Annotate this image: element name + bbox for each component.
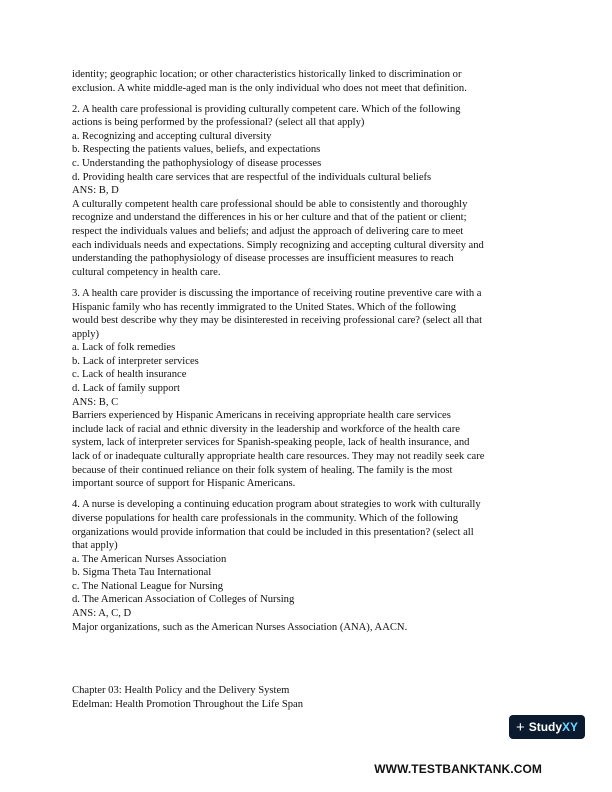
question-2 bbox=[72, 103, 542, 280]
option: b. Sigma Theta Tau International bbox=[72, 567, 212, 579]
rationale-line: because of their continued reliance on their folk system of healing. The family is the most bbox=[72, 464, 453, 476]
option: d. Providing health care services that are respectful of the individuals cultural beliefs bbox=[72, 171, 432, 183]
rationale-line: important source of support for Hispanic Americans. bbox=[72, 478, 296, 490]
option: d. The American Association of Colleges of Nursing bbox=[72, 594, 295, 606]
rationale-line: respect the individuals values and beliefs; and adjust the approach of delivering care to meet bbox=[72, 226, 464, 238]
site-url[interactable]: WWW.TESTBANKTANK.COM bbox=[374, 762, 542, 776]
rationale-line: Major organizations, such as the American Nurses Association (ANA), AACN. bbox=[72, 621, 408, 633]
question-stem: diverse populations for health care professionals in the community. Which of the following bbox=[72, 512, 458, 524]
question-stem: 2. A health care professional is providing culturally competent care. Which of the following bbox=[72, 103, 461, 115]
rationale-line: cultural competency in health care. bbox=[72, 266, 221, 278]
rationale-line: Barriers experienced by Hispanic Americans in receiving appropriate health care services bbox=[72, 410, 451, 422]
answer: ANS: B, C bbox=[72, 396, 119, 408]
question-stem: 4. A nurse is developing a continuing education program about strategies to work with culturally bbox=[72, 499, 481, 511]
question-stem: would best describe why they may be disinterested in receiving professional care? (select all that bbox=[72, 315, 483, 327]
option: c. The National League for Nursing bbox=[72, 580, 224, 592]
brand-name: Study bbox=[528, 720, 563, 734]
rationale-line: A culturally competent health care professional should be able to consistently and thoroughly bbox=[72, 198, 468, 210]
question-4 bbox=[72, 498, 542, 634]
text-line: identity; geographic location; or other characteristics historically linked to discrimination or bbox=[72, 69, 462, 80]
question-stem: organizations would provide information that could be included in this presentation? (select all bbox=[72, 526, 474, 538]
question-3 bbox=[72, 287, 542, 491]
studyxy-badge[interactable] bbox=[509, 715, 585, 739]
answer: ANS: B, D bbox=[72, 185, 119, 197]
text-line: exclusion. A white middle-aged man is the only individual who does not meet that definition. bbox=[72, 82, 467, 94]
rationale-line: each individuals needs and expectations. Simply recognizing and accepting cultural diversity and bbox=[72, 239, 484, 251]
chapter-footer bbox=[72, 684, 542, 711]
option: a. Lack of folk remedies bbox=[72, 342, 176, 354]
option: d. Lack of family support bbox=[72, 383, 180, 395]
option: a. The American Nurses Association bbox=[72, 553, 227, 565]
option: c. Lack of health insurance bbox=[72, 369, 187, 381]
option: b. Respecting the patients values, beliefs, and expectations bbox=[72, 144, 321, 156]
question-stem: that apply) bbox=[72, 540, 118, 552]
question-stem: Hispanic family who has recently immigrated to the United States. Which of the following bbox=[72, 301, 457, 313]
option: c. Understanding the pathophysiology of disease processes bbox=[72, 158, 322, 170]
option: a. Recognizing and accepting cultural diversity bbox=[72, 130, 272, 142]
answer: ANS: A, C, D bbox=[72, 608, 132, 620]
book-title: Edelman: Health Promotion Throughout the Life Span bbox=[72, 698, 304, 710]
rationale-line: understanding the pathophysiology of disease processes are insufficient measures to reach bbox=[72, 253, 454, 265]
rationale-line: system, lack of interpreter services for Spanish-speaking people, lack of health insurance, and bbox=[72, 437, 470, 449]
plus-icon: + bbox=[515, 718, 525, 736]
question-stem: apply) bbox=[72, 328, 100, 340]
intro-paragraph bbox=[72, 68, 542, 95]
rationale-line: recognize and understand the differences in his or her culture and that of the patient or client; bbox=[72, 212, 467, 224]
question-stem: 3. A health care provider is discussing the importance of receiving routine preventive care with a bbox=[72, 287, 482, 299]
option: b. Lack of interpreter services bbox=[72, 355, 199, 367]
question-stem: actions is being performed by the professional? (select all that apply) bbox=[72, 117, 365, 129]
brand-suffix: XY bbox=[562, 720, 579, 734]
chapter-title: Chapter 03: Health Policy and the Delivery System bbox=[72, 685, 290, 696]
document-body bbox=[72, 68, 542, 634]
rationale-line: lack of or inadequate culturally appropriate health care resources. They may not readily seek care bbox=[72, 451, 485, 463]
rationale-line: include lack of racial and ethnic diversity in the leadership and workforce of the health care bbox=[72, 423, 460, 435]
